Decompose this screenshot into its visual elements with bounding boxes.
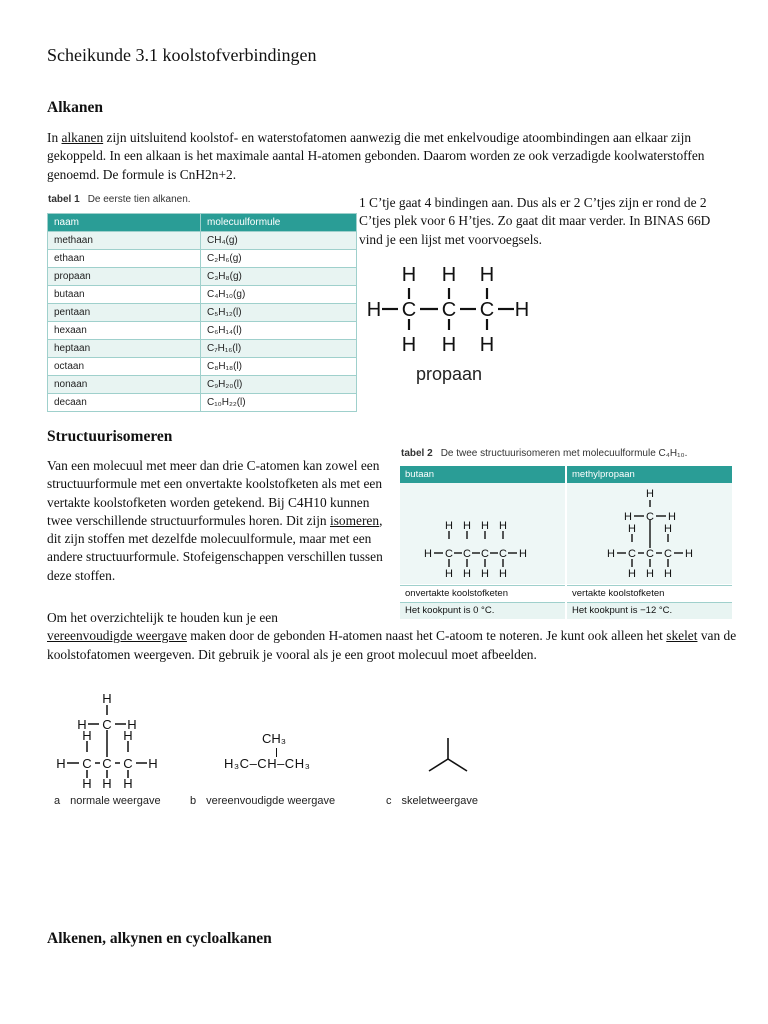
col-header-formula: molecuulformule (201, 214, 357, 232)
atom-c: C (481, 548, 489, 560)
alkanes-table-body (48, 232, 357, 412)
caption-c-label: c (386, 795, 392, 807)
atom-c: C (499, 548, 507, 560)
text: maken door de gebonden H-atomen naast het C-atoom te noteren. Je kunt ook alleen het (186, 628, 667, 644)
alkane-name: butaan (48, 286, 201, 304)
alkane-formula: C₉H₂₀(l) (201, 376, 357, 394)
table-row (48, 340, 357, 358)
chain-formula: H₃C–CH–CH₃ (224, 756, 311, 771)
table1-caption-text: De eerste tien alkanen. (87, 194, 191, 205)
atom-h: H (646, 488, 654, 500)
atom-h: H (102, 692, 112, 706)
atom-h: H (479, 264, 495, 286)
atom-c: C (664, 548, 672, 560)
atom-h: H (123, 728, 133, 743)
atom-h: H (401, 334, 417, 356)
atom-h: H (77, 717, 87, 732)
atom-c: C (102, 717, 112, 732)
alkane-formula: C₇H₁₆(l) (201, 340, 357, 358)
weergave-paragraph (47, 609, 737, 664)
atom-h: H (148, 756, 158, 771)
atom-h: H (82, 776, 92, 788)
atom-h: H (401, 264, 417, 286)
col-header-methylpropaan: methylpropaan (567, 466, 732, 483)
atom-h: H (664, 568, 672, 580)
table-row (48, 304, 357, 322)
table2-caption-text: De twee structuurisomeren met molecuulformule C₄H₁₀. (440, 448, 688, 459)
caption-a-label: a (54, 795, 61, 807)
alkane-name: methaan (48, 232, 201, 250)
caption-b (190, 795, 335, 807)
caption-b-text: vereenvoudigde weergave (206, 795, 336, 807)
caption-c-text: skeletweergave (401, 795, 478, 807)
atom-c: C (401, 299, 417, 321)
atom-h: H (499, 568, 507, 580)
butaan-boiling-point: Het kookpunt is 0 °C. (400, 602, 565, 619)
atom-h: H (628, 568, 636, 580)
butaan-desc: onvertakte koolstofketen (400, 585, 565, 601)
col-header-butaan: butaan (400, 466, 565, 483)
atom-c: C (123, 756, 133, 771)
atom-h: H (499, 521, 507, 532)
normale-weergave-structure (55, 692, 175, 788)
atom-h: H (441, 334, 457, 356)
heading-alkenen: Alkenen, alkynen en cycloalkanen (47, 930, 272, 947)
alkanen-link[interactable]: alkanen (61, 130, 104, 145)
alkane-name: hexaan (48, 322, 201, 340)
atom-c: C (82, 756, 92, 771)
skelet-structure (425, 735, 471, 775)
atom-h: H (82, 728, 92, 743)
atom-h: H (441, 264, 457, 286)
alkane-formula: C₂H₆(g) (201, 250, 357, 268)
alkane-formula: CH₄(g) (201, 232, 357, 250)
butaan-structure (415, 521, 555, 581)
text: zijn uitsluitend koolstof- en waterstofatomen aanwezig die met enkelvoudige atoombindingen aan elkaar zijn gekoppeld. In een alkaan is het maximale aantal H-atomen gebonden. Daarom worden ze ook verzadigde koolwaterstoffen genoemd. De formule is CnH2n+2. (47, 130, 705, 182)
propaan-label: propaan (415, 364, 483, 384)
table-row (48, 358, 357, 376)
alkane-formula: C₈H₁₈(l) (201, 358, 357, 376)
caption-b-label: b (190, 795, 197, 807)
table-row (48, 232, 357, 250)
alkanen-paragraph (47, 129, 737, 184)
atom-c: C (646, 511, 654, 523)
heading-structuurisomeren: Structuurisomeren (47, 428, 173, 445)
atom-h: H (424, 548, 432, 560)
methylpropaan-structure (590, 486, 720, 584)
atom-c: C (463, 548, 471, 560)
table-row (48, 286, 357, 304)
table2-caption (401, 448, 687, 459)
text: Om het overzichtelijk te houden kun je een (47, 610, 278, 625)
table-row (48, 376, 357, 394)
table-row (48, 268, 357, 286)
atom-h: H (481, 568, 489, 580)
atom-h: H (123, 776, 133, 788)
page-title: Scheikunde 3.1 koolstofverbindingen (47, 45, 317, 65)
atom-h: H (685, 548, 693, 560)
alkane-name: ethaan (48, 250, 201, 268)
atom-c: C (445, 548, 453, 560)
atom-c: C (102, 756, 112, 771)
alkane-name: pentaan (48, 304, 201, 322)
text: van de koolstofatomen weergeven. Dit gebruik je vooral als je een groot molecuul moet afbeelden. (47, 628, 737, 662)
propaan-structure (362, 262, 542, 392)
methylpropaan-boiling-point: Het kookpunt is −12 °C. (567, 602, 732, 619)
table1-label: tabel 1 (48, 194, 80, 205)
atom-h: H (514, 299, 530, 321)
atom-c: C (479, 299, 495, 321)
isomers-table (400, 466, 732, 619)
atom-h: H (664, 523, 672, 535)
atom-h: H (607, 548, 615, 560)
caption-a (54, 795, 161, 807)
caption-c (386, 795, 478, 807)
alkane-formula: C₃H₈(g) (201, 268, 357, 286)
skelet-link[interactable]: skelet (666, 628, 698, 644)
atom-h: H (463, 568, 471, 580)
table1-caption (48, 194, 191, 205)
vereenvoudigde-weergave-link[interactable]: vereenvoudigde weergave (47, 628, 187, 644)
ch3-top: CH₃ (262, 731, 287, 746)
bonds-paragraph: 1 C’tje gaat 4 bindingen aan. Dus als er 2 C’tjes zijn er rond de 2 C’tjes plek voor 6 H’tjes. Zo gaat dit maar verder. In BINAS 66D vind je een lijst met voorvoegsels. (359, 195, 711, 247)
atom-h: H (628, 523, 636, 535)
text: In (47, 130, 62, 145)
alkanes-table (47, 213, 357, 412)
col-header-name: naam (48, 214, 201, 232)
isomeren-paragraph (47, 457, 397, 585)
table-row (48, 322, 357, 340)
text: Van een molecuul met meer dan drie C-atomen kan zowel een structuurformule met een onvertakte koolstofketen als met een vertakte koolstofketen worden getekend. Bij C4H10 kunnen twee verschillende structuurformules horen. Dit zijn (47, 458, 383, 528)
atom-c: C (628, 548, 636, 560)
atom-h: H (102, 776, 112, 788)
table-row (48, 250, 357, 268)
alkane-formula: C₄H₁₀(g) (201, 286, 357, 304)
atom-h: H (366, 299, 382, 321)
caption-a-text: normale weergave (70, 795, 161, 807)
heading-alkanen: Alkanen (47, 99, 103, 116)
atom-h: H (445, 521, 453, 532)
table-row (48, 394, 357, 412)
table2-label: tabel 2 (401, 448, 433, 459)
alkane-formula: C₅H₁₂(l) (201, 304, 357, 322)
isomeren-link[interactable]: isomeren (329, 512, 380, 528)
alkane-name: heptaan (48, 340, 201, 358)
atom-h: H (624, 511, 632, 523)
atom-h: H (646, 568, 654, 580)
alkane-name: nonaan (48, 376, 201, 394)
alkane-name: decaan (48, 394, 201, 412)
alkane-name: octaan (48, 358, 201, 376)
atom-h: H (668, 511, 676, 523)
alkane-name: propaan (48, 268, 201, 286)
alkane-formula: C₁₀H₂₂(l) (201, 394, 357, 412)
atom-h: H (479, 334, 495, 356)
atom-h: H (519, 548, 527, 560)
atom-c: C (646, 548, 654, 560)
atom-h: H (481, 521, 489, 532)
atom-h: H (127, 717, 137, 732)
methylpropaan-desc: vertakte koolstofketen (567, 585, 732, 601)
text: , dit zijn stoffen met dezelfde molecuulformule, maar met een andere structuurformule. Stofeigenschappen verschillen tussen deze stoffen. (47, 512, 383, 583)
atom-h: H (445, 568, 453, 580)
atom-h: H (463, 521, 471, 532)
atom-h: H (56, 756, 66, 771)
alkane-formula: C₆H₁₄(l) (201, 322, 357, 340)
atom-c: C (441, 299, 457, 321)
